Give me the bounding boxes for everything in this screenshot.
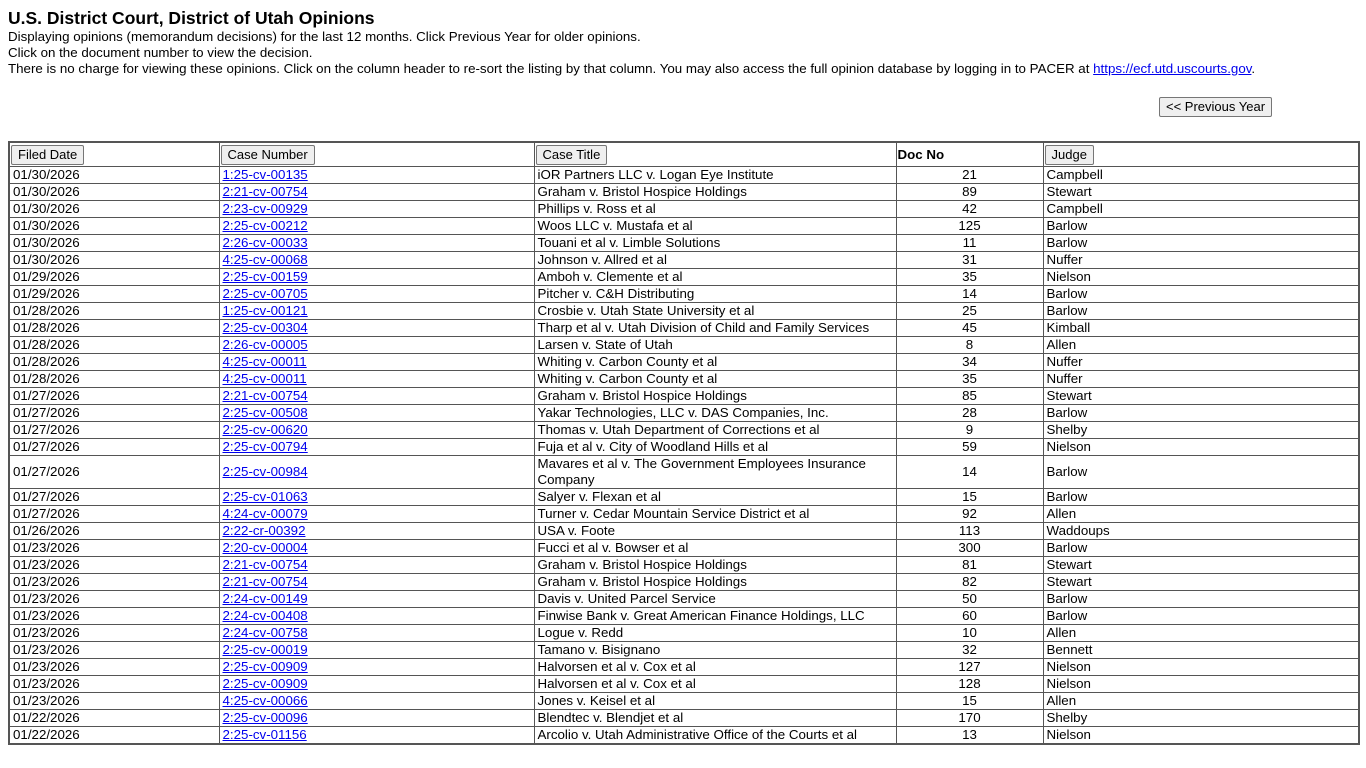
case-number-link[interactable]: 4:25-cv-00068 (222, 252, 308, 267)
filed-date-cell: 01/27/2026 (9, 456, 219, 489)
table-row (9, 218, 1359, 235)
filed-date-cell: 01/23/2026 (9, 676, 219, 693)
table-row (9, 591, 1359, 608)
sort-case-title-button[interactable]: Case Title (536, 145, 608, 165)
doc-no-cell: 14 (896, 456, 1043, 489)
case-number-link[interactable]: 2:22-cr-00392 (222, 523, 306, 538)
case-title-cell: Whiting v. Carbon County et al (534, 371, 896, 388)
filed-date-cell: 01/28/2026 (9, 354, 219, 371)
intro-line-1: Displaying opinions (memorandum decisions) for the last 12 months. Click Previous Year for older opinions. (8, 29, 641, 44)
case-number-link[interactable]: 2:25-cv-00909 (222, 659, 308, 674)
case-title-cell: Turner v. Cedar Mountain Service District et al (534, 506, 896, 523)
doc-no-cell: 31 (896, 252, 1043, 269)
case-title-header (534, 142, 896, 167)
case-number-link[interactable]: 2:23-cv-00929 (222, 201, 308, 216)
filed-date-cell: 01/30/2026 (9, 218, 219, 235)
case-number-cell (219, 269, 534, 286)
case-number-link[interactable]: 2:24-cv-00758 (222, 625, 308, 640)
doc-no-cell: 25 (896, 303, 1043, 320)
filed-date-cell: 01/27/2026 (9, 422, 219, 439)
case-number-cell (219, 642, 534, 659)
intro-line-3 (8, 61, 1358, 77)
filed-date-cell: 01/30/2026 (9, 252, 219, 269)
case-number-link[interactable]: 4:25-cv-00066 (222, 693, 308, 708)
opinions-table-body (9, 167, 1359, 745)
case-title-cell: iOR Partners LLC v. Logan Eye Institute (534, 167, 896, 184)
filed-date-cell: 01/23/2026 (9, 591, 219, 608)
doc-no-cell: 125 (896, 218, 1043, 235)
judge-cell: Shelby (1043, 710, 1359, 727)
judge-cell: Nielson (1043, 439, 1359, 456)
case-number-cell (219, 201, 534, 218)
case-title-cell: Woos LLC v. Mustafa et al (534, 218, 896, 235)
case-title-cell: Whiting v. Carbon County et al (534, 354, 896, 371)
intro-line-3-suffix: . (1251, 61, 1256, 76)
filed-date-cell: 01/27/2026 (9, 489, 219, 506)
doc-no-cell: 89 (896, 184, 1043, 201)
filed-date-cell: 01/26/2026 (9, 523, 219, 540)
judge-cell: Barlow (1043, 303, 1359, 320)
filed-date-header (9, 142, 219, 167)
case-title-cell: Crosbie v. Utah State University et al (534, 303, 896, 320)
table-row (9, 540, 1359, 557)
case-title-cell: Halvorsen et al v. Cox et al (534, 659, 896, 676)
doc-no-cell: 128 (896, 676, 1043, 693)
doc-no-cell: 32 (896, 642, 1043, 659)
case-title-cell: Amboh v. Clemente et al (534, 269, 896, 286)
case-title-cell: Graham v. Bristol Hospice Holdings (534, 557, 896, 574)
filed-date-cell: 01/23/2026 (9, 642, 219, 659)
case-title-cell: Tamano v. Bisignano (534, 642, 896, 659)
case-number-cell (219, 320, 534, 337)
case-number-link[interactable]: 1:25-cv-00135 (222, 167, 308, 182)
judge-cell: Stewart (1043, 388, 1359, 405)
filed-date-cell: 01/28/2026 (9, 337, 219, 354)
judge-cell: Barlow (1043, 540, 1359, 557)
doc-no-header: Doc No (896, 142, 1043, 167)
case-title-cell: Larsen v. State of Utah (534, 337, 896, 354)
doc-no-cell: 45 (896, 320, 1043, 337)
table-row (9, 574, 1359, 591)
filed-date-cell: 01/28/2026 (9, 320, 219, 337)
doc-no-cell: 9 (896, 422, 1043, 439)
case-title-cell: Tharp et al v. Utah Division of Child and Family Services (534, 320, 896, 337)
doc-no-cell: 300 (896, 540, 1043, 557)
table-row (9, 286, 1359, 303)
judge-cell: Stewart (1043, 574, 1359, 591)
case-number-link[interactable]: 2:25-cv-01156 (222, 727, 307, 742)
doc-no-cell: 113 (896, 523, 1043, 540)
case-number-cell (219, 676, 534, 693)
case-number-cell (219, 184, 534, 201)
judge-cell: Nielson (1043, 676, 1359, 693)
case-number-link[interactable]: 2:21-cv-00754 (222, 388, 308, 403)
case-number-link[interactable]: 2:25-cv-00794 (222, 439, 308, 454)
case-number-cell (219, 286, 534, 303)
case-number-link[interactable]: 2:25-cv-00620 (222, 422, 308, 437)
judge-cell: Stewart (1043, 184, 1359, 201)
case-number-cell (219, 337, 534, 354)
table-row (9, 608, 1359, 625)
case-number-cell (219, 625, 534, 642)
case-number-cell (219, 693, 534, 710)
filed-date-cell: 01/23/2026 (9, 608, 219, 625)
case-number-link[interactable]: 2:26-cv-00005 (222, 337, 308, 352)
filed-date-cell: 01/28/2026 (9, 371, 219, 388)
filed-date-cell: 01/23/2026 (9, 540, 219, 557)
case-number-cell (219, 422, 534, 439)
case-number-cell (219, 608, 534, 625)
filed-date-cell: 01/27/2026 (9, 388, 219, 405)
table-row (9, 184, 1359, 201)
judge-cell: Allen (1043, 337, 1359, 354)
judge-cell: Bennett (1043, 642, 1359, 659)
judge-cell: Nielson (1043, 659, 1359, 676)
table-row (9, 167, 1359, 184)
table-row (9, 337, 1359, 354)
judge-cell: Barlow (1043, 286, 1359, 303)
doc-no-cell: 10 (896, 625, 1043, 642)
judge-cell: Waddoups (1043, 523, 1359, 540)
case-number-cell (219, 439, 534, 456)
case-number-link[interactable]: 2:24-cv-00149 (222, 591, 308, 606)
case-number-cell (219, 371, 534, 388)
table-row (9, 439, 1359, 456)
judge-cell: Barlow (1043, 218, 1359, 235)
doc-no-cell: 85 (896, 388, 1043, 405)
case-title-cell: Mavares et al v. The Government Employees Insurance Company (534, 456, 896, 489)
judge-cell: Barlow (1043, 608, 1359, 625)
judge-cell: Stewart (1043, 557, 1359, 574)
case-number-link[interactable]: 2:21-cv-00754 (222, 184, 308, 199)
table-row (9, 523, 1359, 540)
sort-filed-date-button[interactable]: Filed Date (11, 145, 84, 165)
filed-date-cell: 01/29/2026 (9, 269, 219, 286)
doc-no-cell: 81 (896, 557, 1043, 574)
table-header-row (9, 142, 1359, 167)
table-row (9, 625, 1359, 642)
judge-cell: Allen (1043, 693, 1359, 710)
judge-cell: Nuffer (1043, 371, 1359, 388)
case-title-cell: Arcolio v. Utah Administrative Office of the Courts et al (534, 727, 896, 745)
page-title: U.S. District Court, District of Utah Opinions (8, 8, 375, 28)
judge-cell: Campbell (1043, 201, 1359, 218)
case-number-cell (219, 388, 534, 405)
table-row (9, 642, 1359, 659)
table-row (9, 456, 1359, 489)
sort-judge-button[interactable]: Judge (1045, 145, 1094, 165)
doc-no-cell: 35 (896, 371, 1043, 388)
case-number-link[interactable]: 2:26-cv-00033 (222, 235, 308, 250)
judge-cell: Allen (1043, 506, 1359, 523)
case-number-cell (219, 252, 534, 269)
case-number-link[interactable]: 2:25-cv-00159 (222, 269, 308, 284)
table-row (9, 506, 1359, 523)
case-number-cell (219, 354, 534, 371)
filed-date-cell: 01/30/2026 (9, 201, 219, 218)
doc-no-cell: 82 (896, 574, 1043, 591)
case-number-link[interactable]: 2:25-cv-00019 (222, 642, 308, 657)
filed-date-cell: 01/23/2026 (9, 574, 219, 591)
case-number-cell (219, 235, 534, 252)
judge-cell: Kimball (1043, 320, 1359, 337)
doc-no-cell: 8 (896, 337, 1043, 354)
case-title-cell: Yakar Technologies, LLC v. DAS Companies, Inc. (534, 405, 896, 422)
case-title-cell: Graham v. Bristol Hospice Holdings (534, 388, 896, 405)
doc-no-cell: 21 (896, 167, 1043, 184)
case-number-link[interactable]: 2:21-cv-00754 (222, 574, 308, 589)
case-number-link[interactable]: 2:24-cv-00408 (222, 608, 308, 623)
case-number-link[interactable]: 2:25-cv-00304 (222, 320, 308, 335)
case-title-cell: Phillips v. Ross et al (534, 201, 896, 218)
case-number-link[interactable]: 2:25-cv-00212 (222, 218, 308, 233)
sort-case-number-button[interactable]: Case Number (221, 145, 315, 165)
case-title-cell: Fuja et al v. City of Woodland Hills et al (534, 439, 896, 456)
case-number-cell (219, 574, 534, 591)
case-number-cell (219, 456, 534, 489)
case-title-cell: Thomas v. Utah Department of Corrections et al (534, 422, 896, 439)
case-title-cell: Finwise Bank v. Great American Finance Holdings, LLC (534, 608, 896, 625)
case-number-cell (219, 405, 534, 422)
case-number-link[interactable]: 2:21-cv-00754 (222, 557, 308, 572)
case-title-cell: Davis v. United Parcel Service (534, 591, 896, 608)
judge-cell: Nuffer (1043, 252, 1359, 269)
table-row (9, 659, 1359, 676)
judge-cell: Shelby (1043, 422, 1359, 439)
filed-date-cell: 01/23/2026 (9, 625, 219, 642)
doc-no-cell: 28 (896, 405, 1043, 422)
filed-date-cell: 01/23/2026 (9, 693, 219, 710)
doc-no-cell: 50 (896, 591, 1043, 608)
table-row (9, 201, 1359, 218)
filed-date-cell: 01/30/2026 (9, 184, 219, 201)
case-number-link[interactable]: 2:25-cv-00984 (222, 464, 308, 479)
case-number-link[interactable]: 1:25-cv-00121 (222, 303, 308, 318)
judge-cell: Nielson (1043, 269, 1359, 286)
table-row (9, 388, 1359, 405)
table-row (9, 405, 1359, 422)
case-number-cell (219, 489, 534, 506)
filed-date-cell: 01/27/2026 (9, 506, 219, 523)
table-row (9, 557, 1359, 574)
doc-no-cell: 59 (896, 439, 1043, 456)
case-title-cell: USA v. Foote (534, 523, 896, 540)
case-number-link[interactable]: 4:24-cv-00079 (222, 506, 308, 521)
table-row (9, 303, 1359, 320)
table-row (9, 676, 1359, 693)
judge-cell: Barlow (1043, 456, 1359, 489)
case-number-link[interactable]: 2:25-cv-00096 (222, 710, 308, 725)
case-title-cell: Johnson v. Allred et al (534, 252, 896, 269)
intro-line-3-text: There is no charge for viewing these opinions. Click on the column header to re-sort the listing by that column. You may also access the full opinion database by logging in to PACER at (8, 61, 1094, 76)
case-number-cell (219, 523, 534, 540)
case-number-cell (219, 710, 534, 727)
doc-no-cell: 15 (896, 489, 1043, 506)
previous-year-button[interactable]: << Previous Year (1159, 97, 1272, 117)
case-number-link[interactable]: 2:20-cv-00004 (222, 540, 308, 555)
case-number-cell (219, 540, 534, 557)
table-row (9, 371, 1359, 388)
table-row (9, 269, 1359, 286)
doc-no-cell: 35 (896, 269, 1043, 286)
judge-cell: Campbell (1043, 167, 1359, 184)
intro-line-2: Click on the document number to view the decision. (8, 45, 313, 60)
case-number-link[interactable]: 2:25-cv-00508 (222, 405, 308, 420)
case-title-cell: Jones v. Keisel et al (534, 693, 896, 710)
filed-date-cell: 01/29/2026 (9, 286, 219, 303)
filed-date-cell: 01/27/2026 (9, 439, 219, 456)
case-number-link[interactable]: 4:25-cv-00011 (222, 371, 307, 386)
doc-no-cell: 60 (896, 608, 1043, 625)
judge-cell: Allen (1043, 625, 1359, 642)
table-row (9, 422, 1359, 439)
filed-date-cell: 01/30/2026 (9, 235, 219, 252)
case-title-cell: Fucci et al v. Bowser et al (534, 540, 896, 557)
table-row (9, 354, 1359, 371)
case-number-cell (219, 557, 534, 574)
table-row (9, 693, 1359, 710)
judge-cell: Barlow (1043, 405, 1359, 422)
judge-cell: Nuffer (1043, 354, 1359, 371)
case-number-link[interactable]: 2:25-cv-01063 (222, 489, 308, 504)
judge-header (1043, 142, 1359, 167)
filed-date-cell: 01/30/2026 (9, 167, 219, 184)
filed-date-cell: 01/27/2026 (9, 405, 219, 422)
judge-cell: Barlow (1043, 235, 1359, 252)
table-row (9, 235, 1359, 252)
doc-no-cell: 92 (896, 506, 1043, 523)
doc-no-cell: 170 (896, 710, 1043, 727)
doc-no-cell: 11 (896, 235, 1043, 252)
judge-cell: Barlow (1043, 489, 1359, 506)
case-title-cell: Salyer v. Flexan et al (534, 489, 896, 506)
filed-date-cell: 01/23/2026 (9, 659, 219, 676)
filed-date-cell: 01/28/2026 (9, 303, 219, 320)
table-row (9, 727, 1359, 745)
case-title-cell: Logue v. Redd (534, 625, 896, 642)
case-title-cell: Graham v. Bristol Hospice Holdings (534, 574, 896, 591)
case-number-cell (219, 506, 534, 523)
table-row (9, 489, 1359, 506)
case-number-link[interactable]: 2:25-cv-00909 (222, 676, 308, 691)
doc-no-cell: 13 (896, 727, 1043, 745)
case-title-cell: Halvorsen et al v. Cox et al (534, 676, 896, 693)
filed-date-cell: 01/22/2026 (9, 727, 219, 745)
doc-no-cell: 34 (896, 354, 1043, 371)
case-title-cell: Graham v. Bristol Hospice Holdings (534, 184, 896, 201)
case-number-cell (219, 727, 534, 745)
case-title-cell: Pitcher v. C&H Distributing (534, 286, 896, 303)
judge-cell: Nielson (1043, 727, 1359, 745)
case-number-link[interactable]: 4:25-cv-00011 (222, 354, 307, 369)
judge-cell: Barlow (1043, 591, 1359, 608)
case-title-cell: Touani et al v. Limble Solutions (534, 235, 896, 252)
table-row (9, 252, 1359, 269)
case-number-cell (219, 218, 534, 235)
doc-no-cell: 14 (896, 286, 1043, 303)
filed-date-cell: 01/23/2026 (9, 557, 219, 574)
doc-no-cell: 127 (896, 659, 1043, 676)
case-number-header (219, 142, 534, 167)
opinions-table (8, 141, 1360, 745)
previous-year-wrap (1159, 97, 1272, 117)
table-row (9, 320, 1359, 337)
case-title-cell: Blendtec v. Blendjet et al (534, 710, 896, 727)
case-number-link[interactable]: 2:25-cv-00705 (222, 286, 308, 301)
table-row (9, 710, 1359, 727)
case-number-cell (219, 591, 534, 608)
case-number-cell (219, 659, 534, 676)
case-number-cell (219, 167, 534, 184)
pacer-link[interactable]: https://ecf.utd.uscourts.gov (1093, 61, 1252, 76)
doc-no-cell: 15 (896, 693, 1043, 710)
doc-no-cell: 42 (896, 201, 1043, 218)
filed-date-cell: 01/22/2026 (9, 710, 219, 727)
case-number-cell (219, 303, 534, 320)
